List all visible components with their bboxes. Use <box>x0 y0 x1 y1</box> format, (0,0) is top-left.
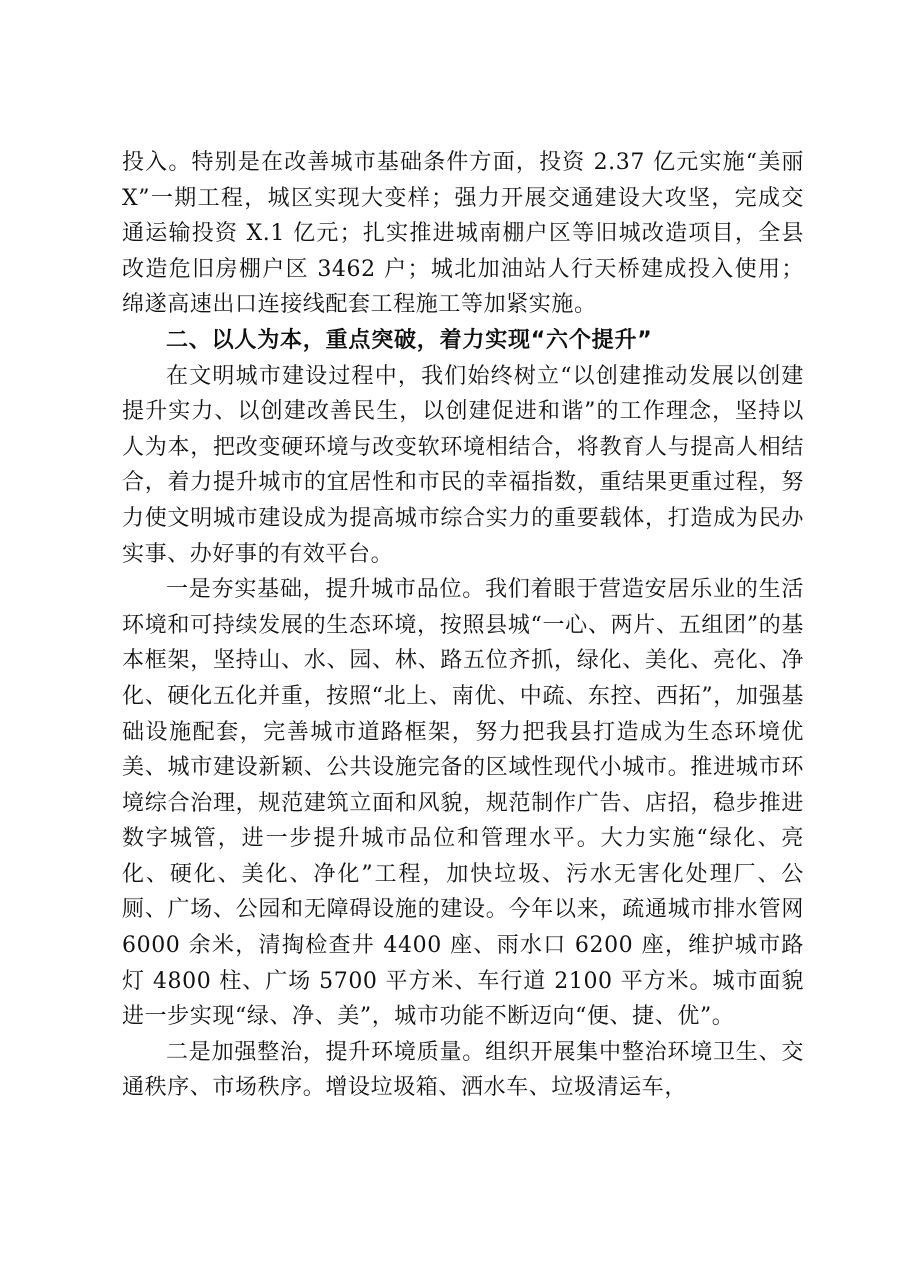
section-heading: 二、以人为本，重点突破，着力实现“六个提升” <box>166 327 653 353</box>
paragraph-1: 投入。特别是在改善城市基础条件方面，投资 2.37 亿元实施“美丽 X”一期工程，城区实现大变样；强力开展交通建设大攻坚，完成交通运输投资 X.1 亿元；扎实推进城南棚户区等旧城改造项目，全县改造危旧房棚户区 3462 户；城北加油站人行天桥建成投入使用；绵遂高速出口连接线配套工程施工等加紧实施。 <box>122 150 804 318</box>
paragraph-4: 二是加强整治，提升环境质量。组织开展集中整治环境卫生、交通秩序、市场秩序。增设垃圾箱、洒水车、垃圾清运车， <box>122 1039 804 1101</box>
document-body <box>122 145 804 1106</box>
paragraph-2: 在文明城市建设过程中，我们始终树立“以创建推动发展以创建提升实力、以创建改善民生，以创建促进和谐”的工作理念，坚持以人为本，把改变硬环境与改变软环境相结合，将教育人与提高人相结合，着力提升城市的宜居性和市民的幸福指数，重结果更重过程，努力使文明城市建设成为提高城市综合实力的重要载体，打造成为民办实事、办好事的有效平台。 <box>122 363 804 567</box>
paragraph-3: 一是夯实基础，提升城市品位。我们着眼于营造安居乐业的生活环境和可持续发展的生态环境，按照县城“一心、两片、五组团”的基本框架，坚持山、水、园、林、路五位齐抓，绿化、美化、亮化、净化、硬化五化并重，按照“北上、南优、中疏、东控、西拓”，加强基础设施配套，完善城市道路框架，努力把我县打造成为生态环境优美、城市建设新颖、公共设施完备的区域性现代小城市。推进城市环境综合治理，规范建筑立面和风貌，规范制作广告、店招，稳步推进数字城管，进一步提升城市品位和管理水平。大力实施“绿化、亮化、硬化、美化、净化”工程，加快垃圾、污水无害化处理厂、公厕、广场、公园和无障碍设施的建设。今年以来，疏通城市排水管网 6000 余米，清掏检查井 4400 座、雨水口 6200 座，维护城市路灯 4800 柱、广场 5700 平方米、车行道 2100 平方米。城市面貌进一步实现“绿、净、美”，城市功能不断迈向“便、捷、优”。 <box>122 577 804 1030</box>
